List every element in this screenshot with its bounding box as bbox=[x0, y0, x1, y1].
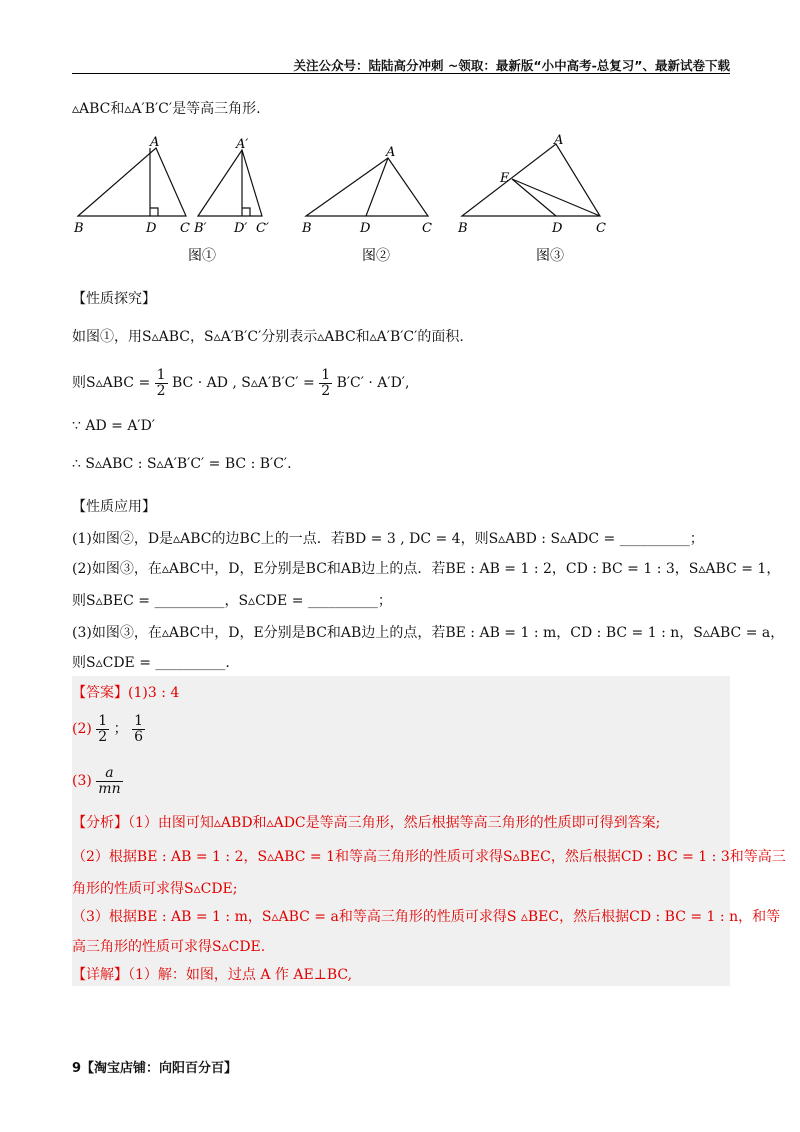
detail-tag: 【详解】 bbox=[72, 967, 128, 983]
fig2-label-d: D bbox=[360, 221, 371, 236]
answer-2-label: (2) bbox=[72, 721, 92, 738]
figure-1 bbox=[78, 148, 262, 216]
answer-2-row bbox=[72, 714, 145, 744]
section-title-explore: 【性质探究】 bbox=[72, 291, 156, 307]
analysis-p2-line-1: （2）根据BE : AB = 1 : 2，S▵ABC = 1和等高三角形的性质可求得S▵BEC，然后根据CD : BC = 1 : 3和等高三 bbox=[72, 849, 786, 865]
analysis-p1 bbox=[72, 812, 660, 832]
explore-line-2-post: B′C′ · A′D′, bbox=[336, 375, 410, 392]
intro-line: ▵ABC和▵A′B′C′是等高三角形. bbox=[72, 101, 261, 117]
fig3-label-b: B bbox=[458, 221, 468, 236]
explore-line-3: ∵ AD = A′D′ bbox=[72, 418, 156, 434]
fraction-half-1: $\frac{1}{2}$ bbox=[156, 367, 166, 399]
right-angle-mark-2 bbox=[242, 208, 250, 216]
explore-line-2-pre: 则S▵ABC = bbox=[72, 375, 151, 392]
detail-text: （1）解：如图，过点 A 作 AE⊥BC, bbox=[128, 967, 353, 983]
explore-line-4: ∴ S▵ABC : S▵A′B′C′ = BC : B′C′. bbox=[72, 456, 292, 472]
explore-line-1: 如图①，用S▵ABC，S▵A′B′C′分别表示▵ABC和▵A′B′C′的面积. bbox=[72, 329, 464, 345]
answer-2-separator: ； bbox=[113, 721, 128, 738]
fig1-label-d2: D′ bbox=[234, 221, 248, 236]
question-3-line-1: (3)如图③，在▵ABC中，D，E分别是BC和AB边上的点，若BE : AB = 1 : m，CD : BC = 1 : n，S▵ABC = a， bbox=[72, 625, 785, 641]
question-1: (1)如图②，D是▵ABC的边BC上的一点．若BD = 3 , DC = 4，则S▵ABD : S▵ADC = __________； bbox=[72, 531, 704, 547]
analysis-p3-line-1: （3）根据BE : AB = 1 : m，S▵ABC = a和等高三角形的性质可求得S ▵BEC，然后根据CD : BC = 1 : n，和等 bbox=[72, 909, 781, 925]
answer-3-row bbox=[72, 766, 123, 796]
analysis-p3-line-2: 高三角形的性质可求得S▵CDE. bbox=[72, 939, 266, 955]
answer-1: (1)3 : 4 bbox=[128, 685, 180, 701]
figure-3 bbox=[462, 144, 600, 216]
triangle-abc-3 bbox=[462, 144, 600, 216]
detail-line bbox=[72, 964, 352, 984]
analysis-p2-line-2: 角形的性质可求得S▵CDE; bbox=[72, 881, 238, 897]
answer-2-fraction-2: $\frac{1}{6}$ bbox=[134, 713, 144, 745]
fig1-label-b2: B′ bbox=[194, 221, 207, 236]
segment-ed bbox=[512, 179, 556, 216]
fig2-label-a: A bbox=[386, 145, 396, 160]
question-2-line-1: (2)如图③，在▵ABC中，D，E分别是BC和AB边上的点．若BE : AB = 1 : 2，CD : BC = 1 : 3，S▵ABC = 1， bbox=[72, 561, 781, 577]
fig3-label-c: C bbox=[596, 221, 606, 236]
fig1-label-c: C bbox=[180, 221, 190, 236]
fig1-label-d: D bbox=[146, 221, 157, 236]
fig2-label-b: B bbox=[302, 221, 312, 236]
page-footer: 9【淘宝店铺：向阳百分百】 bbox=[72, 1061, 238, 1076]
fig1-label-b: B bbox=[74, 221, 84, 236]
answer-tag: 【答案】 bbox=[72, 685, 128, 701]
fig1-label-a: A bbox=[150, 135, 160, 150]
figure-2 bbox=[306, 158, 428, 216]
analysis-p1-text: （1）由图可知▵ABD和▵ADC是等高三角形，然后根据等高三角形的性质即可得到答案; bbox=[128, 815, 661, 831]
fig3-label-d: D bbox=[552, 221, 563, 236]
fig1-caption: 图① bbox=[188, 248, 216, 264]
page-header: 关注公众号：陆陆高分冲刺 ~领取：最新版“小中高考-总复习”、最新试卷下载 bbox=[293, 58, 730, 73]
fig3-label-e: E bbox=[500, 171, 510, 186]
fig1-label-c2: C′ bbox=[256, 221, 269, 236]
answer-1-row bbox=[72, 682, 179, 702]
segment-ad bbox=[366, 158, 388, 216]
triangle-abc-2 bbox=[306, 158, 428, 216]
question-2-line-2: 则S▵BEC = __________，S▵CDE = __________； bbox=[72, 593, 392, 609]
section-title-apply: 【性质应用】 bbox=[72, 499, 156, 515]
fig2-label-c: C bbox=[422, 221, 432, 236]
fig3-caption: 图③ bbox=[536, 248, 564, 264]
segment-ec bbox=[512, 179, 600, 216]
answer-3-fraction: $\frac{a}{mn}$ bbox=[98, 765, 121, 797]
header-divider bbox=[72, 73, 730, 74]
explore-line-2-mid: BC · AD , S▵A′B′C′ = bbox=[172, 375, 315, 392]
triangle-a2b2c2 bbox=[198, 150, 262, 216]
fig2-caption: 图② bbox=[362, 248, 390, 264]
fig1-label-a2: A′ bbox=[236, 137, 249, 152]
geometry-figures bbox=[70, 130, 670, 270]
question-3-line-2: 则S▵CDE = __________. bbox=[72, 655, 230, 671]
explore-line-2 bbox=[72, 368, 409, 398]
answer-3-label: (3) bbox=[72, 773, 92, 790]
right-angle-mark bbox=[150, 208, 158, 216]
fraction-half-2: $\frac{1}{2}$ bbox=[321, 367, 331, 399]
analysis-tag: 【分析】 bbox=[72, 815, 128, 831]
fig3-label-a: A bbox=[554, 133, 564, 148]
answer-2-fraction-1: $\frac{1}{2}$ bbox=[98, 713, 108, 745]
triangle-abc bbox=[78, 148, 186, 216]
